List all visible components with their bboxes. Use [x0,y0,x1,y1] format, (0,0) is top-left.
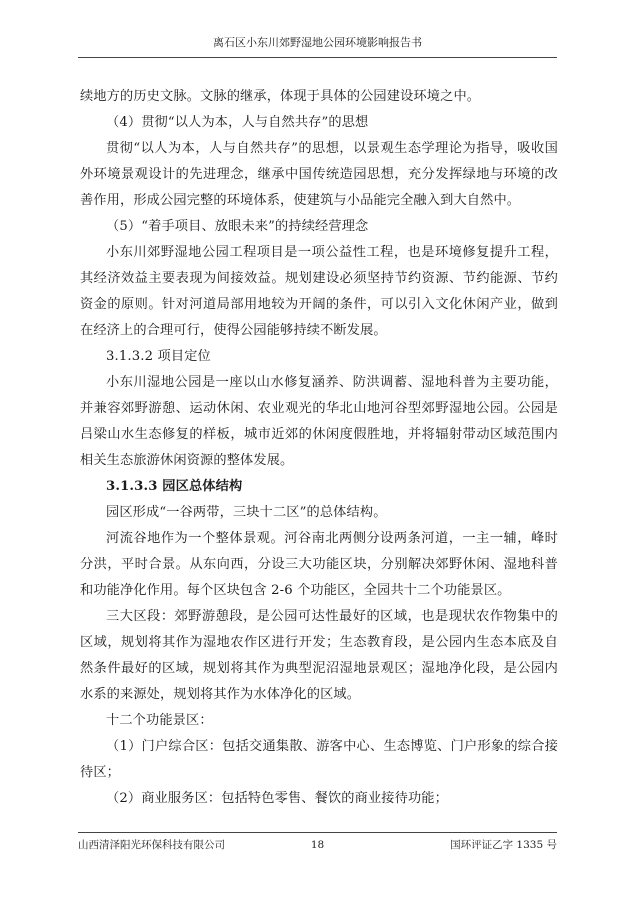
list-item-zone-2: （2）商业服务区：包括特色零售、餐饮的商业接待功能； [106,791,448,806]
header-divider [78,57,557,58]
paragraph-three-sections: 三大区段：郊野游憩段，是公园可达性最好的区域，也是现状农作物集中的区域，规划将其作为湿地农作区进行开发；生态教育段，是公园内生态本底及自然条件最好的区域，规划将其作为典型泥沼湿地景观区；湿地净化段，是公园内水系的来源处，规划将其作为水体净化的区域。 [80,609,558,702]
document-body [80,84,558,812]
page-header [78,36,557,58]
paragraph-structure-intro: 园区形成“一谷两带，三块十二区”的总体结构。 [106,505,387,520]
list-item-zone-1: （1）门户综合区：包括交通集散、游客中心、生态博览、门户形象的综合接待区； [80,739,558,780]
heading-principle-5: （5）“着手项目、放眼未来”的持续经营理念 [106,219,369,234]
header-title: 离石区小东川郊野湿地公园环境影响报告书 [213,36,422,49]
paragraph-principle-5: 小东川郊野湿地公园工程项目是一项公益性工程，也是环境修复提升工程，其经济效益主要表现为间接效益。规划建设必须坚持节约资源、节约能源、节约资金的原则。针对河道局部用地较为开阔的条件，可以引入文化休闲产业，做到在经济上的合理可行，使得公园能够持续不断发展。 [80,245,558,338]
footer-company: 山西清泽阳光环保科技有限公司 [78,839,225,851]
section-heading-3-1-3-2: 3.1.3.2 项目定位 [106,349,211,364]
heading-twelve-zones: 十二个功能景区： [106,713,213,728]
page-footer [78,838,557,854]
section-heading-3-1-3-3: 3.1.3.3 园区总体结构 [106,479,243,494]
paragraph-principle-4: 贯彻“以人为本，人与自然共存”的思想，以景观生态学理论为指导，吸收国外环境景观设计的先进理念，继承中国传统造园思想，充分发挥绿地与环境的改善作用，形成公园完整的环境体系，使建筑与小品能完全融入到大自然中。 [80,141,558,208]
footer-divider [78,832,557,833]
paragraph-valley-landscape: 河流谷地作为一个整体景观。河谷南北两侧分设两条河道，一主一辅，峰时分洪，平时合景。从东向西，分设三大功能区块，分别解决郊野休闲、湿地科普和功能净化作用。每个区块包含 2-6 个功能区，全园共十二个功能景区。 [80,531,558,598]
heading-principle-4: （4）贯彻“以人为本，人与自然共存”的思想 [106,115,369,130]
page-number: 18 [310,839,325,851]
paragraph-context-continuation: 续地方的历史文脉。文脉的继承，体现于具体的公园建设环境之中。 [80,89,481,104]
footer-certificate: 国环评证乙字 1335 号 [450,839,557,851]
paragraph-positioning: 小东川湿地公园是一座以山水修复涵养、防洪调蓄、湿地科普为主要功能，并兼容郊野游憩、运动休闲、农业观光的华北山地河谷型郊野湿地公园。公园是吕梁山水生态修复的样板，城市近郊的休闲度假胜地，并将辐射带动区域范围内相关生态旅游休闲资源的整体发展。 [80,375,558,468]
